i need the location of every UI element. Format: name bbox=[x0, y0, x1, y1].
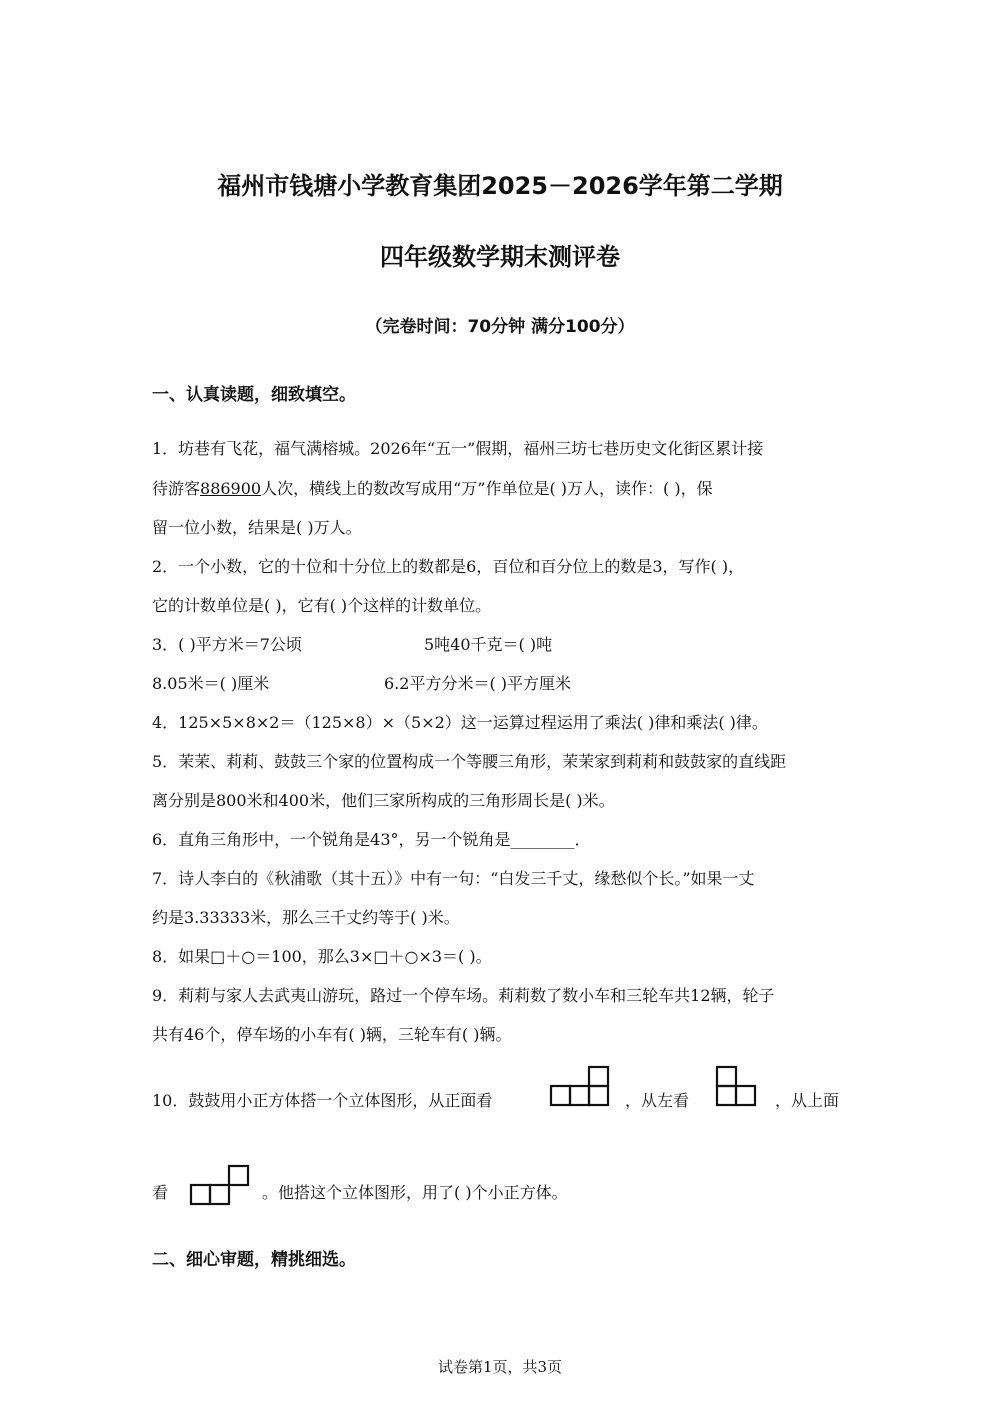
q10-text-d: 看 bbox=[152, 1183, 169, 1202]
q10-text-b: ，从左看 bbox=[625, 1091, 690, 1110]
exam-title-line2: 四年级数学期末测评卷 bbox=[380, 243, 620, 271]
q4-line1: 4．125×5×8×2＝（125×8）×（5×2）这一运算过程运用了乘法( )律和乘法( )律。 bbox=[152, 713, 768, 732]
exam-info: （完卷时间：70分钟 满分100分） bbox=[365, 317, 635, 337]
front-view-figure bbox=[549, 1065, 611, 1107]
q1-line1: 1．坊巷有飞花，福气满榕城。2026年“五一”假期，福州三坊七巷历史文化街区累计接 bbox=[152, 439, 764, 458]
q3-part-c: 8.05米＝( )厘米 bbox=[152, 674, 270, 693]
q3-part-d: 6.2平方分米＝( )平方厘米 bbox=[384, 674, 572, 693]
q10-text-a: 10．鼓鼓用小正方体搭一个立体图形，从正面看 bbox=[152, 1091, 493, 1110]
q10-text-e: 。他搭这个立体图形，用了( )个小正方体。 bbox=[262, 1183, 568, 1202]
q6-line1: 6．直角三角形中，一个锐角是43°，另一个锐角是________． bbox=[152, 830, 591, 849]
q7-line1: 7．诗人李白的《秋浦歌（其十五）》中有一句：“白发三千丈，缘愁似个长。”如果一丈 bbox=[152, 869, 755, 888]
section1-heading: 一、认真读题，细致填空。 bbox=[152, 385, 356, 405]
q3-part-b: 5吨40千克＝( )吨 bbox=[424, 635, 553, 654]
q9-line2: 共有46个，停车场的小车有( )辆，三轮车有( )辆。 bbox=[152, 1025, 512, 1044]
q1-underlined-number: 886900 bbox=[200, 479, 262, 498]
q5-line1: 5．茉茉、莉莉、鼓鼓三个家的位置构成一个等腰三角形，茉茉家到莉莉和鼓鼓家的直线距 bbox=[152, 752, 787, 771]
q1-line2-suffix: 人次，横线上的数改写成用“万”作单位是( )万人，读作：( )，保 bbox=[261, 479, 713, 498]
q1-line2-prefix: 待游客 bbox=[152, 479, 201, 498]
left-view-figure bbox=[713, 1065, 761, 1107]
section2-heading: 二、细心审题，精挑细选。 bbox=[152, 1250, 356, 1270]
q1-line3: 留一位小数，结果是( )万人。 bbox=[152, 518, 362, 537]
top-view-figure bbox=[188, 1163, 252, 1207]
q3-part-a: 3．( )平方米＝7公顷 bbox=[152, 635, 302, 654]
exam-title-line1: 福州市钱塘小学教育集团2025－2026学年第二学期 bbox=[217, 172, 783, 200]
q10-text-c: ，从上面 bbox=[775, 1091, 840, 1110]
q5-line2: 离分别是800米和400米，他们三家所构成的三角形周长是( )米。 bbox=[152, 791, 615, 810]
q7-line2: 约是3.33333米，那么三千丈约等于( )米。 bbox=[152, 908, 460, 927]
q9-line1: 9．莉莉与家人去武夷山游玩，路过一个停车场。莉莉数了数小车和三轮车共12辆，轮子 bbox=[152, 986, 775, 1005]
q1-line2 bbox=[152, 479, 713, 499]
q2-line1: 2．一个小数，它的十位和十分位上的数都是6，百位和百分位上的数是3，写作( )， bbox=[152, 557, 745, 576]
q2-line2: 它的计数单位是( )，它有( )个这样的计数单位。 bbox=[152, 596, 492, 615]
page-footer: 试卷第1页，共3页 bbox=[437, 1358, 563, 1376]
q8-line1: 8．如果□＋○＝100，那么3×□＋○×3＝( )。 bbox=[152, 947, 492, 966]
